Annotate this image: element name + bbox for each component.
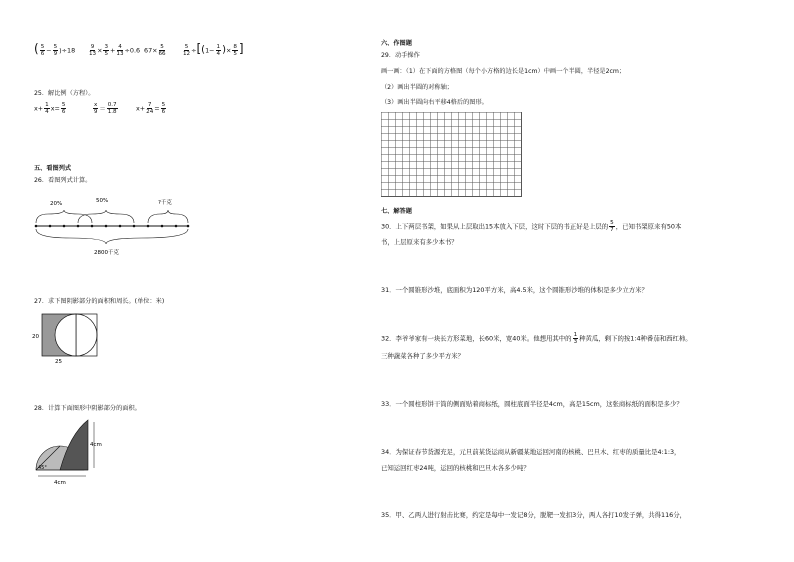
q25-title: 25．解比例（方程）。 (34, 90, 95, 97)
q33-text: 33．一个圆柱形饼干筒的侧面贴着商标纸，圆柱底面半径是4cm，高是15cm，这张商标纸的面积是多少？ (381, 400, 683, 408)
drawing-grid[interactable] (381, 112, 522, 197)
q29-line3: （3）画出半圆向右平移4格后的图形。 (381, 99, 488, 106)
section-7-title: 七、解答题 (381, 208, 412, 215)
right-rect (76, 314, 97, 356)
width-label: 4cm (54, 480, 66, 486)
expr-1: ( $\frac{5}{6}$ − $\frac{5}{9}$ )÷18 (34, 41, 76, 57)
brace-total (36, 229, 188, 244)
q32-line2: 三种蔬菜各种了多少平方米？ (381, 352, 465, 360)
q25-eq2: $\frac{x}{9}$ ＝ $\frac{0.7}{1.8}$ (93, 102, 117, 115)
height-label: 4cm (90, 442, 102, 448)
expr-4: $\frac{5}{12}$ ÷[(1− $\frac{1}{4}$ )× $\frac{8}{5}$ ] (183, 41, 244, 57)
q30-line1: 30．上下两层书架，如果从上层取出15本放入下层，这时下层的书正好是上层的 $\frac{5}{7}$ ，已知书架原来有50本 (381, 220, 682, 233)
q27-title: 27．求下图阴影部分的面积和周长。(单位：米) (34, 298, 165, 305)
section-6-title: 六、作图题 (381, 40, 412, 47)
q29-line1: 画一画：（1）在下面的方格图（每个小方格的边长是1cm）中画一个半圆，半径是2cm； (381, 68, 626, 75)
expr-2: $\frac{9}{13}$ × $\frac{3}{5}$ + $\frac{4}{13}$ ÷0.6 (89, 44, 141, 57)
q29-title: 29．动手操作 (381, 52, 420, 59)
brace-50pct (78, 210, 134, 223)
q27-figure (30, 310, 120, 366)
label-unknown: ?千克 (158, 200, 172, 206)
q34-line1: 34．为保证春节货源充足，元旦前某货运商从新疆某地运回河南的核桃、巴旦木、红枣的质量比是4:1:3， (381, 448, 681, 456)
q29-line2: （2）画出半圆的对称轴； (381, 84, 453, 91)
label-50pct: 50% (96, 198, 109, 204)
brace-20pct (36, 210, 92, 223)
q25-eq1: x+ $\frac{1}{4}$ x= $\frac{5}{6}$ (34, 102, 66, 115)
angle-label: 45° (38, 465, 47, 471)
q34-line2: 已知运回红枣24吨，运回的核桃和巴旦木各多少吨？ (381, 464, 530, 472)
q30-line2: 书，上层原来有多少本书？ (381, 238, 458, 246)
side-label: 20 (32, 334, 39, 340)
label-20pct: 20% (50, 201, 63, 207)
q25-eq3: x+ $\frac{7}{24}$ = $\frac{5}{6}$ (136, 102, 166, 115)
q32-line1: 32．李爷爷家有一块长方形菜地，长60米，宽40米。他想用其中的 $\frac{1}{3}$ 种黄瓜，剩下的按1:4种番茄和西红柿。 (381, 332, 692, 345)
q26-line-diagram (30, 192, 200, 262)
q28-title: 28．计算下面图形中阴影部分的面积。 (34, 405, 141, 412)
q35-text: 35．甲、乙两人进行射击比赛，约定是每中一发记8分，脱靶一发扣3分，两人各打10发子弹，共得116分， (381, 511, 686, 519)
shaded-triangle (60, 420, 88, 470)
q31-text: 31．一个圆锥形沙堆，底面积为120平方米，高4.5米，这个圆锥形沙堆的体积是多少立方米？ (381, 286, 648, 294)
brace-unknown (148, 210, 188, 223)
section-5-title: 五、看图列式 (34, 165, 72, 172)
bottom-label: 25 (55, 359, 62, 365)
expr-3: 67× $\frac{5}{66}$ (144, 44, 166, 57)
q26-title: 26．看图列式计算。 (34, 177, 92, 184)
q28-figure (30, 414, 110, 486)
label-total: 2800千克 (94, 250, 119, 256)
